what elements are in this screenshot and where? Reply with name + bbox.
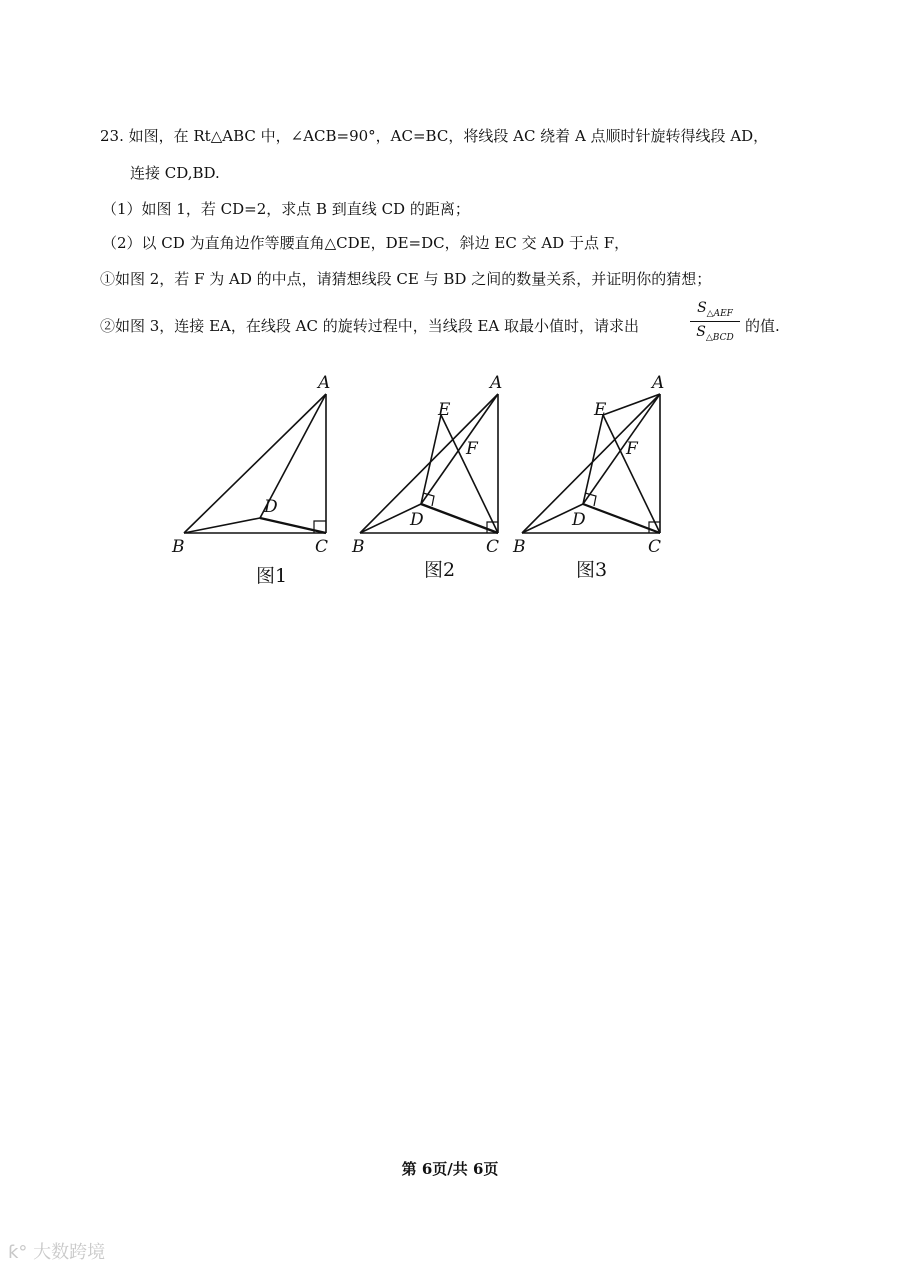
fraction-numerator: $S_{\triangle AEF}$: [690, 300, 740, 322]
subpart-2: ②如图 3，连接 EA，在线段 AC 的旋转过程中，当线段 EA 取最小值时，请求出: [100, 317, 640, 335]
fig1-label-c: C: [315, 537, 329, 557]
fig1-label-b: B: [172, 537, 185, 557]
watermark-logo: [8, 1238, 105, 1264]
fig2-label-c: C: [486, 537, 500, 557]
fig1-label-a: A: [318, 373, 331, 393]
figure-3: [522, 394, 660, 533]
problem-statement: 23. 如图，在 Rt△ABC 中，∠ACB=90°，AC=BC，将线段 AC 绕着 A 点顺时针旋转得线段 AD，: [100, 127, 769, 145]
fig2-caption: 图2: [424, 559, 456, 581]
part-1: （1）如图 1，若 CD=2，求点 B 到直线 CD 的距离；: [102, 200, 470, 218]
fig3-label-b: B: [513, 537, 526, 557]
fig2-label-d: D: [410, 510, 424, 530]
fig3-label-c: C: [648, 537, 662, 557]
fig2-label-e: E: [438, 400, 451, 420]
fig3-caption: 图3: [576, 559, 608, 581]
figure-2: [360, 394, 498, 533]
fraction-tail-text: 的值.: [745, 317, 780, 335]
fig3-label-a: A: [652, 373, 665, 393]
page-number-footer: 第 6页/共 6页: [401, 1160, 499, 1178]
fig3-label-d: D: [572, 510, 586, 530]
problem-statement-cont: 连接 CD,BD.: [130, 164, 220, 182]
geometry-figures: [170, 370, 690, 590]
subpart-1: ①如图 2，若 F 为 AD 的中点，请猜想线段 CE 与 BD 之间的数量关系，并证明你的猜想；: [100, 270, 712, 288]
fig1-label-d: D: [264, 497, 278, 517]
watermark-text: 大数跨境: [33, 1242, 106, 1263]
fig2-label-b: B: [352, 537, 365, 557]
area-ratio-fraction: [690, 300, 740, 343]
fig2-label-a: A: [490, 373, 503, 393]
figure-1: [184, 394, 326, 533]
fraction-denominator: $S_{\triangle BCD}$: [696, 323, 734, 343]
watermark-icon: ƙ°: [8, 1242, 28, 1263]
fig1-caption: 图1: [256, 565, 288, 587]
fig2-label-f: F: [466, 439, 478, 459]
fig3-label-e: E: [594, 400, 607, 420]
fig3-label-f: F: [626, 439, 638, 459]
part-2: （2）以 CD 为直角边作等腰直角△CDE，DE=DC，斜边 EC 交 AD 于点 F，: [102, 234, 630, 252]
